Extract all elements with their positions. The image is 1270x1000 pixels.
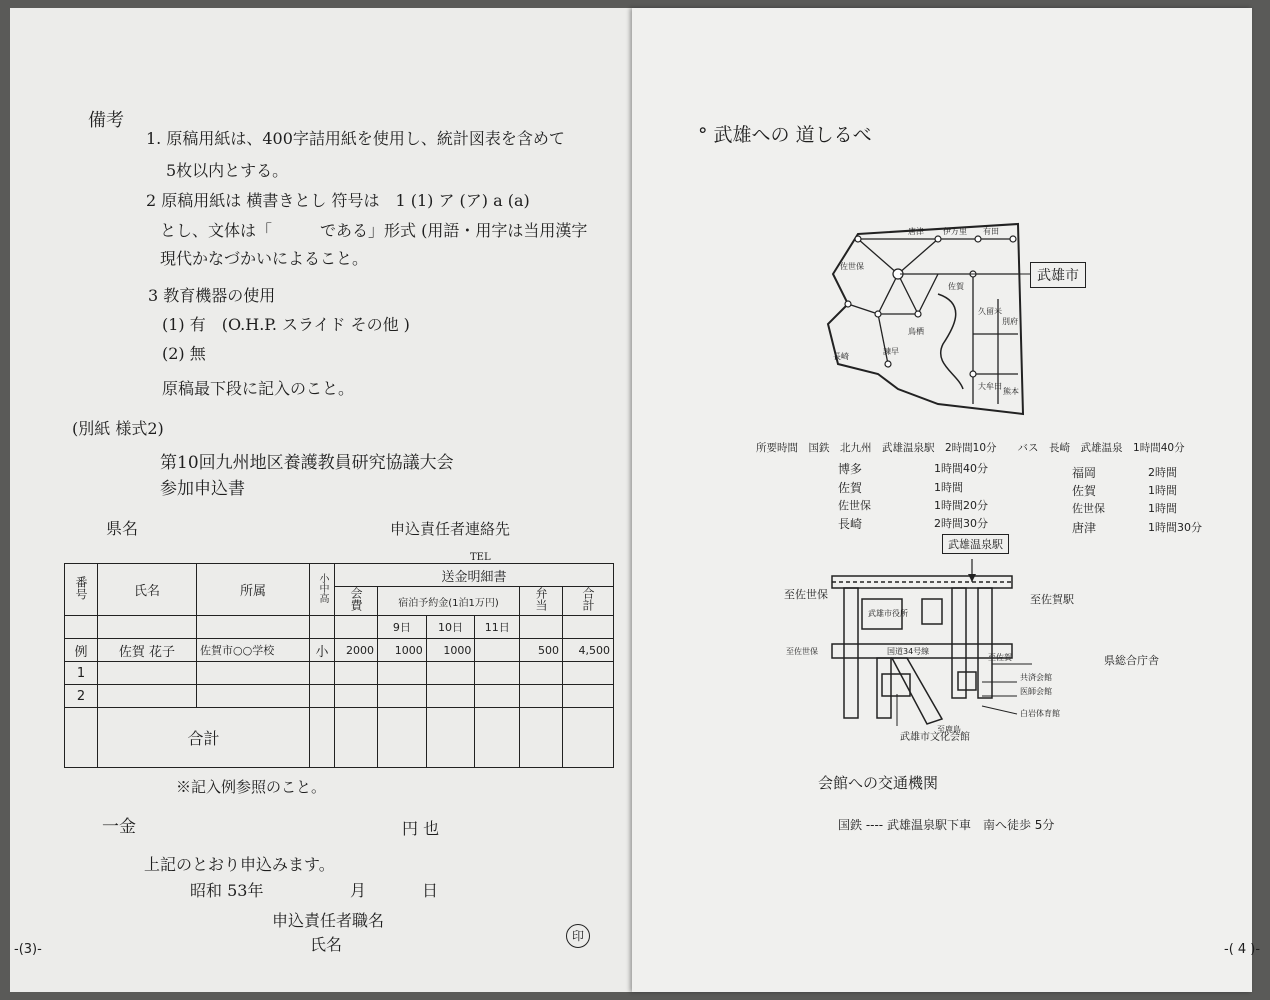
table-header-row	[65, 564, 614, 587]
remark-line: 2 原稿用紙は 横書きとし 符号は 1 (1) ア (ア) a (a)	[146, 191, 530, 210]
form-subtitle: 参加申込書	[160, 479, 245, 499]
route-34-label: 国道34号線	[887, 647, 930, 656]
table-day-row	[65, 616, 614, 639]
header-no: 番号	[74, 575, 88, 600]
rail-from: 博多	[838, 462, 863, 476]
header-day9: 9日	[378, 616, 427, 639]
city-office-label: 武雄市役所	[868, 609, 908, 618]
amount-prefix: 一金	[102, 817, 136, 837]
map-place: 有田	[983, 227, 999, 236]
to-saga-label: 至佐賀	[988, 653, 1012, 662]
regional-map	[818, 214, 1078, 424]
form-title: 第10回九州地区養護教員研究協議大会	[160, 453, 454, 473]
to-sasebo-label: 至佐世保	[784, 588, 828, 601]
header-day10: 10日	[426, 616, 475, 639]
bus-time: 1時間30分	[1148, 521, 1202, 534]
page-number: -(3)-	[14, 942, 42, 957]
page-number: -( 4 )-	[1224, 942, 1261, 957]
rail-from: 佐賀	[838, 481, 863, 495]
rail-from: 長崎	[838, 517, 863, 531]
access-heading: 会館への交通機関	[818, 774, 939, 792]
map-place: 大牟田	[978, 382, 1002, 391]
remark-line: とし、文体は「 である」形式 (用語・用字は当用漢字	[160, 221, 588, 240]
rail-time: 1時間	[934, 481, 963, 494]
station-label: 武雄温泉駅	[942, 534, 1009, 554]
remark-line: (2) 無	[162, 344, 206, 363]
table-row	[65, 685, 614, 708]
header-lodging: 宿泊予約金(1泊1万円)	[378, 587, 520, 616]
header-name: 氏名	[98, 564, 197, 616]
example-day10: 1000	[426, 639, 475, 662]
to-sasebo-lower-label: 至佐世保	[786, 647, 818, 656]
tel-label: TEL	[470, 552, 491, 563]
remarks-heading: 備考	[88, 110, 124, 131]
remark-line: 3 教育機器の使用	[148, 286, 276, 305]
date-era: 昭和 53年	[190, 881, 264, 900]
map-place: 別府	[1002, 317, 1018, 326]
map-place: 伊万里	[943, 227, 967, 236]
map-place: 久留米	[978, 307, 1002, 316]
row-number: 1	[65, 662, 98, 685]
example-affiliation: 佐賀市○○学校	[197, 639, 310, 662]
prefecture-label: 県名	[106, 519, 139, 538]
example-day11	[475, 639, 520, 662]
rail-time: 2時間30分	[934, 517, 988, 530]
bus-from: 佐賀	[1072, 484, 1097, 498]
bus-from: 唐津	[1072, 521, 1097, 535]
rail-time: 1時間40分	[934, 462, 988, 475]
remark-line: 5枚以内とする。	[166, 161, 289, 180]
takeo-city-label: 武雄市	[1030, 262, 1086, 288]
header-affiliation: 所属	[197, 564, 310, 616]
table-row	[65, 662, 614, 685]
map-place: 佐世保	[840, 262, 864, 271]
header-fee: 会費	[349, 587, 363, 611]
map-place: 佐賀	[948, 282, 964, 291]
table-note: ※記入例参照のこと。	[176, 778, 327, 796]
left-page	[10, 8, 642, 992]
total-row-label: 合計	[98, 708, 310, 768]
map-place: 熊本	[1003, 387, 1019, 396]
signer-name: 氏名	[310, 935, 343, 954]
to-saga-station-label: 至佐賀駅	[1030, 593, 1074, 606]
ishikai-label: 医師会館	[1020, 687, 1052, 696]
application-table	[64, 563, 614, 768]
application-statement: 上記のとおり申込みます。	[144, 855, 335, 874]
culture-hall-label: 武雄市文化会館	[900, 732, 970, 743]
rail-from: 佐世保	[838, 499, 871, 512]
directions-heading: ° 武雄への 道しるべ	[698, 124, 872, 146]
travel-time-header: 所要時間 国鉄 北九州 武雄温泉駅 2時間10分 バス 長崎 武雄温泉 1時間40分	[756, 442, 1185, 454]
example-meals: 500	[520, 639, 563, 662]
signer-title: 申込責任者職名	[272, 911, 385, 930]
date-month: 月	[350, 881, 367, 900]
access-text: 国鉄 ---- 武雄温泉駅下車 南へ徒歩 5分	[838, 818, 1055, 832]
header-school-type: 小中高	[317, 572, 328, 603]
gym-label: 白岩体育館	[1020, 709, 1060, 718]
bus-from: 佐世保	[1072, 502, 1105, 515]
header-remittance: 送金明細書	[335, 564, 614, 587]
bus-time: 1時間	[1148, 502, 1177, 515]
map-place: 鳥栖	[908, 327, 924, 336]
bus-time: 1時間	[1148, 484, 1177, 497]
right-page	[632, 8, 1261, 992]
table-row-example	[65, 639, 614, 662]
map-place: 長崎	[833, 352, 849, 361]
row-number: 2	[65, 685, 98, 708]
example-total: 4,500	[563, 639, 614, 662]
remark-line: 原稿最下段に記入のこと。	[162, 379, 355, 398]
local-map	[782, 554, 1082, 744]
map-place: 諫早	[883, 347, 899, 356]
amount-suffix: 円 也	[402, 819, 440, 838]
form-label: (別紙 様式2)	[72, 419, 164, 438]
table-total-row	[65, 708, 614, 768]
bus-time: 2時間	[1148, 466, 1177, 479]
example-type: 小	[310, 639, 335, 662]
date-day: 日	[422, 881, 439, 900]
to-kashima-label: 至鹿島	[937, 725, 961, 734]
seal-icon: 印	[566, 924, 590, 948]
map-place: 唐津	[908, 227, 924, 236]
pref-office-label: 県総合庁舎	[1104, 654, 1159, 667]
header-day11: 11日	[475, 616, 520, 639]
rail-time: 1時間20分	[934, 499, 988, 512]
remark-line: (1) 有 (O.H.P. スライド その他 )	[162, 315, 410, 334]
example-fee: 2000	[335, 639, 378, 662]
remark-line: 現代かなづかいによること。	[160, 249, 369, 268]
header-meals: 弁当	[534, 587, 548, 611]
kyosai-label: 共済会館	[1020, 673, 1052, 682]
example-day9: 1000	[378, 639, 427, 662]
remark-line: 1. 原稿用紙は、400字詰用紙を使用し、統計図表を含めて	[146, 129, 565, 148]
bus-from: 福岡	[1072, 466, 1097, 480]
header-total: 合計	[581, 587, 595, 611]
example-name: 佐賀 花子	[98, 639, 197, 662]
contact-label: 申込責任者連絡先	[390, 520, 511, 538]
example-no: 例	[65, 639, 98, 662]
